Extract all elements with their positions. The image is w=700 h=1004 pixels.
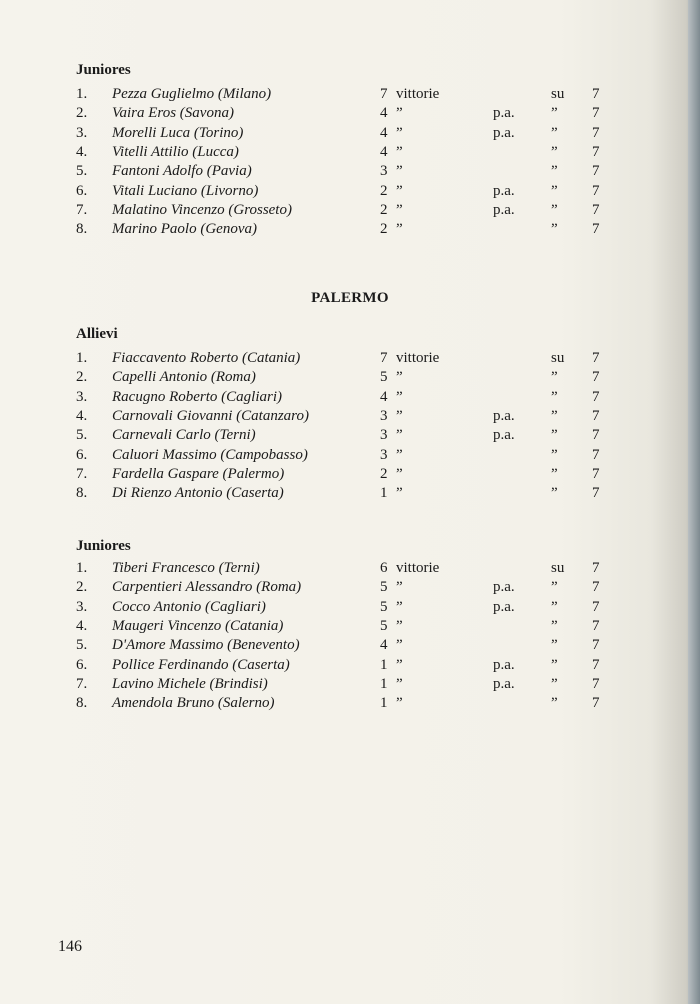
ranking-wins: 5 <box>380 369 388 386</box>
ranking-row <box>0 484 700 502</box>
ranking-wins: 5 <box>380 617 388 634</box>
ranking-label: ” <box>396 427 403 444</box>
ranking-wins: 5 <box>380 598 388 615</box>
ranking-wins: 4 <box>380 388 388 405</box>
ranking-num: 4. <box>76 143 88 160</box>
ranking-row <box>0 162 700 180</box>
ranking-label: ” <box>396 675 403 692</box>
ranking-total: 7 <box>592 124 600 141</box>
ranking-label: ” <box>396 369 403 386</box>
ranking-num: 8. <box>76 485 88 502</box>
ranking-row <box>0 465 700 483</box>
ranking-su: ” <box>551 637 558 654</box>
ranking-total: 7 <box>592 656 600 673</box>
ranking-num: 8. <box>76 221 88 238</box>
ranking-total: 7 <box>592 407 600 424</box>
ranking-label: vittorie <box>396 560 440 576</box>
ranking-label: ” <box>396 201 403 218</box>
ranking-pa: p.a. <box>493 598 515 615</box>
ranking-su: ” <box>551 656 558 673</box>
ranking-total: 7 <box>592 369 600 386</box>
ranking-name: Vaira Eros (Savona) <box>112 105 234 122</box>
ranking-label: ” <box>396 124 403 141</box>
ranking-wins: 1 <box>380 656 388 673</box>
ranking-su: ” <box>551 427 558 444</box>
ranking-wins: 3 <box>380 163 388 180</box>
ranking-name: Amendola Bruno (Salerno) <box>112 695 275 712</box>
ranking-total: 7 <box>592 485 600 502</box>
ranking-total: 7 <box>592 86 600 102</box>
ranking-su: ” <box>551 579 558 596</box>
ranking-name: Fantoni Adolfo (Pavia) <box>112 163 252 180</box>
ranking-num: 5. <box>76 163 88 180</box>
ranking-pa: p.a. <box>493 579 515 596</box>
ranking-total: 7 <box>592 598 600 615</box>
ranking-total: 7 <box>592 105 600 122</box>
ranking-name: D'Amore Massimo (Benevento) <box>112 637 300 654</box>
ranking-total: 7 <box>592 350 600 366</box>
ranking-num: 3. <box>76 598 88 615</box>
ranking-name: Maugeri Vincenzo (Catania) <box>112 617 284 634</box>
ranking-num: 5. <box>76 637 88 654</box>
ranking-total: 7 <box>592 579 600 596</box>
ranking-su: su <box>551 350 565 366</box>
ranking-num: 7. <box>76 675 88 692</box>
page-number: 146 <box>58 938 82 955</box>
ranking-name: Malatino Vincenzo (Grosseto) <box>112 201 292 218</box>
ranking-total: 7 <box>592 695 600 712</box>
ranking-name: Fiaccavento Roberto (Catania) <box>112 350 301 366</box>
ranking-name: Vitali Luciano (Livorno) <box>112 182 259 199</box>
ranking-su: ” <box>551 465 558 482</box>
ranking-row <box>0 694 700 712</box>
ranking-name: Cocco Antonio (Cagliari) <box>112 598 266 615</box>
ranking-name: Lavino Michele (Brindisi) <box>112 675 268 692</box>
ranking-su: ” <box>551 369 558 386</box>
ranking-row <box>0 182 700 200</box>
ranking-su: ” <box>551 485 558 502</box>
ranking-row <box>0 598 700 616</box>
ranking-total: 7 <box>592 675 600 692</box>
ranking-label: ” <box>396 105 403 122</box>
ranking-total: 7 <box>592 388 600 405</box>
ranking-name: Fardella Gaspare (Palermo) <box>112 465 285 482</box>
ranking-total: 7 <box>592 221 600 238</box>
ranking-row <box>0 220 700 238</box>
section-heading-allievi: Allievi <box>76 326 118 342</box>
ranking-total: 7 <box>592 182 600 199</box>
ranking-row <box>0 368 700 386</box>
ranking-pa: p.a. <box>493 124 515 141</box>
ranking-row <box>0 675 700 693</box>
ranking-name: Marino Paolo (Genova) <box>112 221 257 238</box>
ranking-name: Carnovali Giovanni (Catanzaro) <box>112 407 309 424</box>
ranking-wins: 2 <box>380 201 388 218</box>
ranking-name: Carpentieri Alessandro (Roma) <box>112 579 302 596</box>
ranking-num: 4. <box>76 617 88 634</box>
ranking-su: ” <box>551 201 558 218</box>
ranking-wins: 3 <box>380 407 388 424</box>
ranking-label: ” <box>396 695 403 712</box>
ranking-label: vittorie <box>396 86 440 102</box>
ranking-row <box>0 388 700 406</box>
ranking-wins: 6 <box>380 560 388 576</box>
ranking-wins: 4 <box>380 105 388 122</box>
ranking-su: ” <box>551 675 558 692</box>
ranking-label: ” <box>396 656 403 673</box>
ranking-name: Capelli Antonio (Roma) <box>112 369 256 386</box>
ranking-num: 6. <box>76 446 88 463</box>
ranking-name: Caluori Massimo (Campobasso) <box>112 446 308 463</box>
ranking-label: ” <box>396 598 403 615</box>
ranking-row <box>0 426 700 444</box>
ranking-pa: p.a. <box>493 105 515 122</box>
ranking-pa: p.a. <box>493 675 515 692</box>
ranking-name: Tiberi Francesco (Terni) <box>112 560 260 576</box>
ranking-row <box>0 617 700 635</box>
ranking-wins: 3 <box>380 446 388 463</box>
ranking-num: 7. <box>76 465 88 482</box>
ranking-total: 7 <box>592 465 600 482</box>
ranking-wins: 4 <box>380 637 388 654</box>
ranking-label: ” <box>396 143 403 160</box>
ranking-label: ” <box>396 485 403 502</box>
ranking-num: 1. <box>76 350 88 366</box>
ranking-wins: 4 <box>380 124 388 141</box>
city-heading: PALERMO <box>311 290 389 306</box>
ranking-name: Pezza Guglielmo (Milano) <box>112 86 272 102</box>
ranking-total: 7 <box>592 637 600 654</box>
ranking-su: ” <box>551 143 558 160</box>
ranking-name: Di Rienzo Antonio (Caserta) <box>112 485 284 502</box>
ranking-row <box>0 143 700 161</box>
ranking-label: ” <box>396 637 403 654</box>
ranking-su: ” <box>551 446 558 463</box>
ranking-row <box>0 407 700 425</box>
ranking-num: 2. <box>76 369 88 386</box>
ranking-wins: 1 <box>380 695 388 712</box>
ranking-label: ” <box>396 163 403 180</box>
ranking-row <box>0 578 700 596</box>
ranking-pa: p.a. <box>493 656 515 673</box>
ranking-label: ” <box>396 446 403 463</box>
ranking-total: 7 <box>592 163 600 180</box>
ranking-su: ” <box>551 388 558 405</box>
ranking-su: ” <box>551 617 558 634</box>
ranking-wins: 2 <box>380 182 388 199</box>
ranking-wins: 5 <box>380 579 388 596</box>
ranking-su: ” <box>551 221 558 238</box>
ranking-total: 7 <box>592 201 600 218</box>
ranking-num: 6. <box>76 656 88 673</box>
ranking-total: 7 <box>592 143 600 160</box>
ranking-label: ” <box>396 617 403 634</box>
ranking-num: 4. <box>76 407 88 424</box>
ranking-wins: 4 <box>380 143 388 160</box>
ranking-su: ” <box>551 598 558 615</box>
ranking-total: 7 <box>592 560 600 576</box>
ranking-row <box>0 349 700 367</box>
ranking-row <box>0 446 700 464</box>
ranking-wins: 7 <box>380 86 388 102</box>
ranking-total: 7 <box>592 427 600 444</box>
ranking-pa: p.a. <box>493 407 515 424</box>
ranking-name: Pollice Ferdinando (Caserta) <box>112 656 290 673</box>
ranking-wins: 7 <box>380 350 388 366</box>
ranking-wins: 2 <box>380 221 388 238</box>
ranking-su: ” <box>551 105 558 122</box>
ranking-wins: 3 <box>380 427 388 444</box>
ranking-pa: p.a. <box>493 182 515 199</box>
ranking-row <box>0 656 700 674</box>
ranking-pa: p.a. <box>493 427 515 444</box>
ranking-label: ” <box>396 182 403 199</box>
ranking-su: su <box>551 560 565 576</box>
ranking-total: 7 <box>592 446 600 463</box>
ranking-label: vittorie <box>396 350 440 366</box>
ranking-su: ” <box>551 163 558 180</box>
section-heading-juniores-bottom: Juniores <box>76 538 131 554</box>
ranking-num: 7. <box>76 201 88 218</box>
ranking-su: ” <box>551 407 558 424</box>
ranking-label: ” <box>396 407 403 424</box>
ranking-label: ” <box>396 465 403 482</box>
ranking-label: ” <box>396 388 403 405</box>
ranking-label: ” <box>396 579 403 596</box>
ranking-num: 1. <box>76 86 88 102</box>
ranking-name: Morelli Luca (Torino) <box>112 124 244 141</box>
ranking-num: 2. <box>76 579 88 596</box>
ranking-num: 6. <box>76 182 88 199</box>
ranking-total: 7 <box>592 617 600 634</box>
ranking-num: 3. <box>76 124 88 141</box>
ranking-su: ” <box>551 695 558 712</box>
ranking-row <box>0 636 700 654</box>
ranking-num: 3. <box>76 388 88 405</box>
section-heading-juniores-top: Juniores <box>76 62 131 78</box>
ranking-wins: 2 <box>380 465 388 482</box>
ranking-row <box>0 85 700 103</box>
ranking-wins: 1 <box>380 675 388 692</box>
ranking-pa: p.a. <box>493 201 515 218</box>
ranking-label: ” <box>396 221 403 238</box>
ranking-su: ” <box>551 182 558 199</box>
ranking-row <box>0 559 700 577</box>
ranking-num: 2. <box>76 105 88 122</box>
ranking-su: su <box>551 86 565 102</box>
ranking-num: 8. <box>76 695 88 712</box>
ranking-name: Carnevali Carlo (Terni) <box>112 427 256 444</box>
ranking-row <box>0 201 700 219</box>
ranking-num: 1. <box>76 560 88 576</box>
ranking-wins: 1 <box>380 485 388 502</box>
ranking-name: Vitelli Attilio (Lucca) <box>112 143 239 160</box>
ranking-su: ” <box>551 124 558 141</box>
ranking-num: 5. <box>76 427 88 444</box>
ranking-row <box>0 124 700 142</box>
ranking-name: Racugno Roberto (Cagliari) <box>112 388 282 405</box>
ranking-row <box>0 104 700 122</box>
